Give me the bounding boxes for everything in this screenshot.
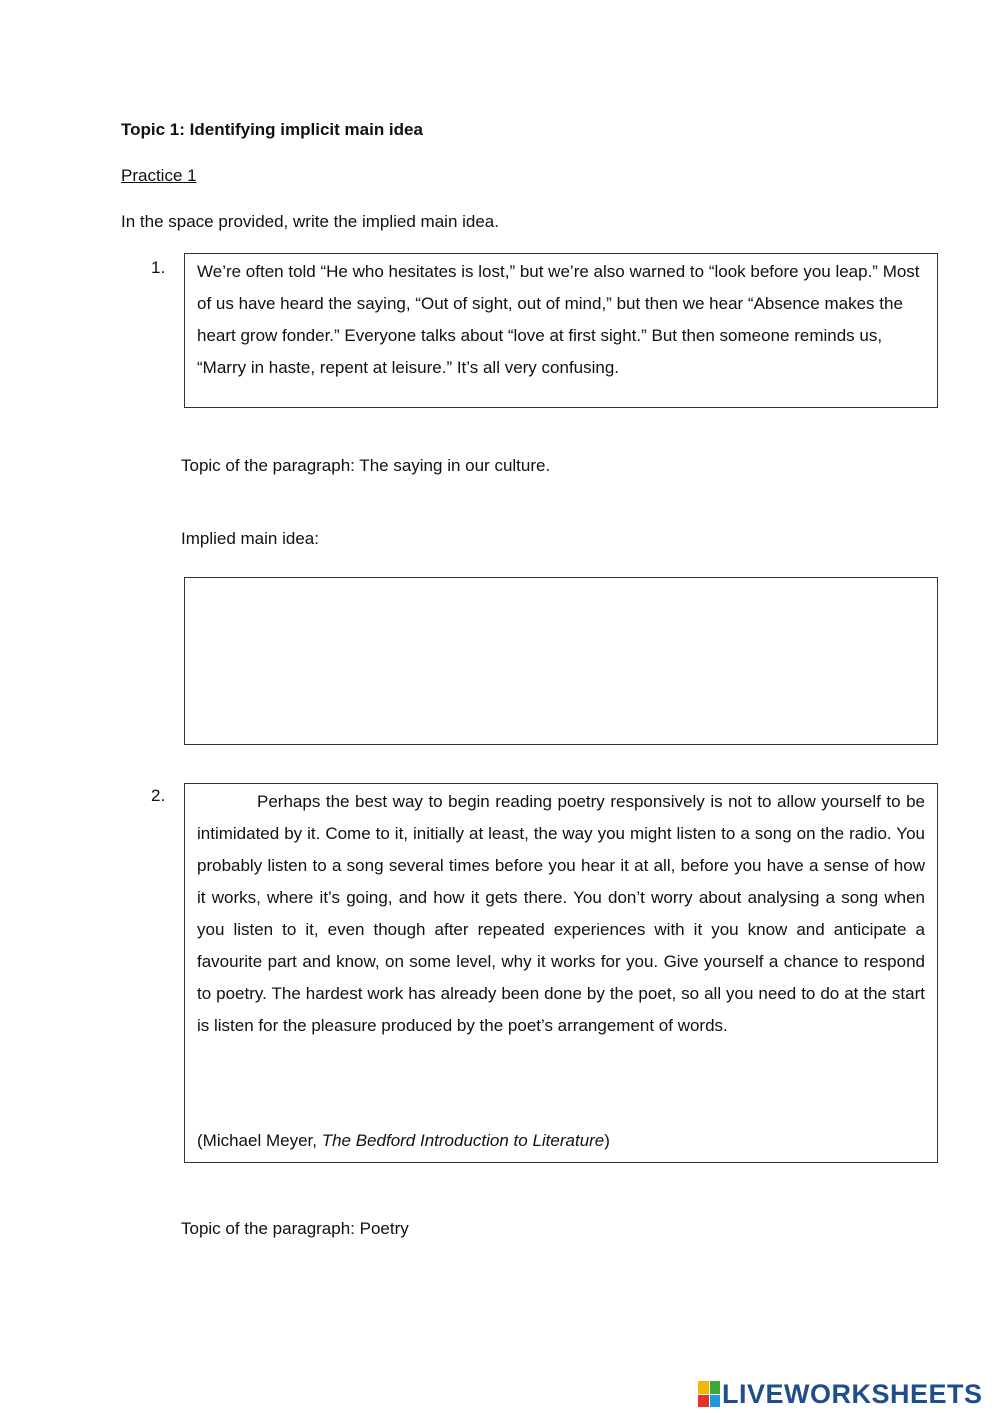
logo-square [698,1381,709,1394]
logo-square [710,1381,721,1394]
practice-label: Practice 1 [121,166,197,185]
question-1-passage: We’re often told “He who hesitates is lost,” but we’re also warned to “look before you leap.” Most of us have heard the saying, “Out of sight, out of mind,” but then we hear “Absence makes the heart grow fonder.” Everyone talks about “love at first sight.” But then someone reminds us, “Marry in haste, repent at leisure.” It’s all very confusing. [197,262,920,377]
topic-title: Topic 1: Identifying implicit main idea [121,120,423,139]
logo-text: LIVEWORKSHEETS [722,1378,983,1409]
question-1-topic: Topic of the paragraph: The saying in our culture. [181,456,551,475]
question-2-citation [197,1129,610,1153]
question-2-passage: Perhaps the best way to begin reading poetry responsively is not to allow yourself to be intimidated by it. Come to it, initially at least, the way you might listen to a song on the radio. You probably listen to a song several times before you hear it at all, before you have a sense of how it works, where it’s going, and how it gets there. You don’t worry about analysing a song when you listen to it, even though after repeated experiences with it you know and anticipate a favourite part and know, on some level, why it works for you. Give yourself a chance to respond to poetry. The hardest work has already been done by the poet, so all you need to do at the start is listen for the pleasure produced by the poet’s arrangement of words. [197,792,925,1035]
citation-title: The Bedford Introduction to Literature [321,1131,605,1150]
logo-square [698,1395,709,1408]
question-1-answer-box[interactable] [184,577,938,745]
logo-mark-icon [698,1381,720,1407]
question-1-passage-box [184,253,938,408]
question-2-number: 2. [151,786,166,805]
citation-suffix: ) [604,1131,610,1150]
question-1-implied-label: Implied main idea: [181,529,319,548]
citation-prefix: (Michael Meyer, [197,1131,322,1150]
question-2-topic: Topic of the paragraph: Poetry [181,1219,409,1238]
instruction-text: In the space provided, write the implied main idea. [121,212,499,231]
question-2-passage-box [184,783,938,1163]
logo-square [710,1395,721,1408]
question-1-number: 1. [151,258,166,277]
liveworksheets-logo [698,1377,983,1411]
